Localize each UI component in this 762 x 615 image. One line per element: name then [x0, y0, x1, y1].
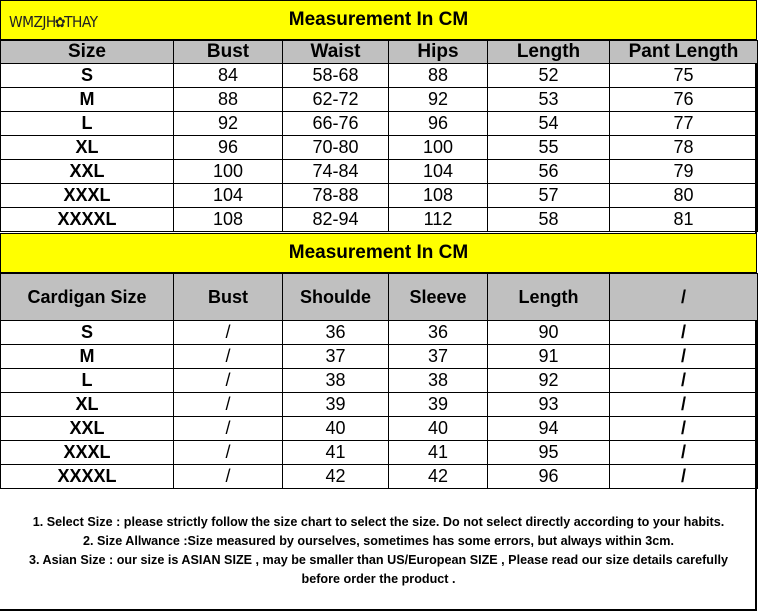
- size-cell: XXL: [1, 160, 174, 184]
- table-cell: 94: [488, 417, 610, 441]
- table-cell: 70-80: [283, 136, 389, 160]
- table-cell: 90: [488, 321, 610, 345]
- table-cell: /: [174, 465, 283, 489]
- column-header: Length: [488, 274, 610, 321]
- table-cell: /: [610, 441, 758, 465]
- table-cell: 96: [488, 465, 610, 489]
- section-title: Measurement In CM: [288, 242, 469, 263]
- table-cell: 82-94: [283, 208, 389, 232]
- table-cell: 112: [389, 208, 488, 232]
- column-header: Length: [488, 41, 610, 64]
- note-line: 2. Size Allwance :Size measured by ourselves, sometimes has some errors, but always within 3cm.: [83, 534, 674, 548]
- table-cell: 80: [610, 184, 758, 208]
- table-cell: 81: [610, 208, 758, 232]
- table-cell: 36: [389, 321, 488, 345]
- table-cell: 92: [389, 88, 488, 112]
- column-header: Hips: [389, 41, 488, 64]
- table-row: [1, 441, 758, 465]
- header-row: [1, 274, 758, 321]
- size-cell: XL: [1, 136, 174, 160]
- size-cell: L: [1, 112, 174, 136]
- flower-icon: ✿: [54, 15, 66, 31]
- table-cell: 91: [488, 345, 610, 369]
- note-line: before order the product .: [301, 572, 456, 586]
- section-title: Measurement In CM: [288, 9, 469, 30]
- table-row: [1, 465, 758, 489]
- table-cell: /: [610, 321, 758, 345]
- table-row: [1, 136, 758, 160]
- table-row: [1, 345, 758, 369]
- size-cell: XL: [1, 393, 174, 417]
- table-cell: /: [174, 393, 283, 417]
- table-cell: 58-68: [283, 64, 389, 88]
- logo-text-right: THAY: [64, 13, 98, 31]
- table-cell: 53: [488, 88, 610, 112]
- table-cell: 57: [488, 184, 610, 208]
- table-cell: 104: [174, 184, 283, 208]
- table-cell: /: [610, 417, 758, 441]
- table-cell: 93: [488, 393, 610, 417]
- size-cell: XXL: [1, 417, 174, 441]
- column-header: Cardigan Size: [1, 274, 174, 321]
- table-row: [1, 160, 758, 184]
- table-cell: /: [610, 465, 758, 489]
- table-cell: /: [610, 393, 758, 417]
- column-header: Waist: [283, 41, 389, 64]
- notes-block: [0, 513, 757, 589]
- table-cell: 40: [389, 417, 488, 441]
- column-header: Bust: [174, 41, 283, 64]
- table-cell: 108: [389, 184, 488, 208]
- column-header: Shoulde: [283, 274, 389, 321]
- table-cell: 78: [610, 136, 758, 160]
- cardigan-table: [0, 273, 758, 489]
- table-cell: 92: [174, 112, 283, 136]
- table-cell: 77: [610, 112, 758, 136]
- table-cell: 66-76: [283, 112, 389, 136]
- table-cell: 79: [610, 160, 758, 184]
- table-row: [1, 417, 758, 441]
- table-cell: 104: [389, 160, 488, 184]
- table-cell: 88: [389, 64, 488, 88]
- size-cell: XXXXL: [1, 208, 174, 232]
- table-cell: 74-84: [283, 160, 389, 184]
- note-line: 3. Asian Size : our size is ASIAN SIZE , may be smaller than US/European SIZE , Please read our size details carefully: [29, 553, 728, 567]
- table-cell: 96: [174, 136, 283, 160]
- table-row: [1, 321, 758, 345]
- size-cell: M: [1, 88, 174, 112]
- measurement-table: [0, 40, 758, 232]
- table-cell: 100: [389, 136, 488, 160]
- table-cell: 84: [174, 64, 283, 88]
- table-cell: 39: [283, 393, 389, 417]
- column-header: Sleeve: [389, 274, 488, 321]
- size-cell: XXXXL: [1, 465, 174, 489]
- table-row: [1, 184, 758, 208]
- column-header: Pant Length: [610, 41, 758, 64]
- table-cell: 42: [283, 465, 389, 489]
- table-cell: /: [610, 369, 758, 393]
- table-cell: /: [174, 369, 283, 393]
- column-header: Size: [1, 41, 174, 64]
- size-cell: XXXL: [1, 441, 174, 465]
- table-cell: 41: [283, 441, 389, 465]
- table-row: [1, 369, 758, 393]
- table-cell: 38: [389, 369, 488, 393]
- table-cell: /: [174, 321, 283, 345]
- size-cell: S: [1, 321, 174, 345]
- table-cell: 40: [283, 417, 389, 441]
- table-cell: 41: [389, 441, 488, 465]
- table-cell: 37: [283, 345, 389, 369]
- column-header: Bust: [174, 274, 283, 321]
- table-cell: 62-72: [283, 88, 389, 112]
- table-cell: 95: [488, 441, 610, 465]
- table-cell: 92: [488, 369, 610, 393]
- table-cell: 36: [283, 321, 389, 345]
- table-cell: /: [174, 345, 283, 369]
- table-cell: 88: [174, 88, 283, 112]
- table-row: [1, 64, 758, 88]
- note-line: 1. Select Size : please strictly follow the size chart to select the size. Do not select directly according to your habits.: [32, 515, 725, 529]
- table-cell: 42: [389, 465, 488, 489]
- table-cell: 39: [389, 393, 488, 417]
- table-cell: /: [610, 345, 758, 369]
- table-cell: 58: [488, 208, 610, 232]
- table-cell: 54: [488, 112, 610, 136]
- size-cell: XXXL: [1, 184, 174, 208]
- table-cell: 76: [610, 88, 758, 112]
- table-row: [1, 88, 758, 112]
- table-cell: 100: [174, 160, 283, 184]
- table-cell: 37: [389, 345, 488, 369]
- table-cell: /: [174, 441, 283, 465]
- size-cell: S: [1, 64, 174, 88]
- column-header: /: [610, 274, 758, 321]
- table-row: [1, 112, 758, 136]
- table-cell: 52: [488, 64, 610, 88]
- table-row: [1, 208, 758, 232]
- table-cell: /: [174, 417, 283, 441]
- size-cell: L: [1, 369, 174, 393]
- table-cell: 75: [610, 64, 758, 88]
- table-cell: 38: [283, 369, 389, 393]
- size-cell: M: [1, 345, 174, 369]
- table-cell: 56: [488, 160, 610, 184]
- table-row: [1, 393, 758, 417]
- table-cell: 78-88: [283, 184, 389, 208]
- table-cell: 55: [488, 136, 610, 160]
- title-band-measurement: [0, 0, 757, 40]
- title-band-cardigan: [0, 233, 757, 273]
- table-cell: 96: [389, 112, 488, 136]
- header-row: [1, 41, 758, 64]
- logo-text-left: WMZJH: [9, 13, 56, 31]
- table-cell: 108: [174, 208, 283, 232]
